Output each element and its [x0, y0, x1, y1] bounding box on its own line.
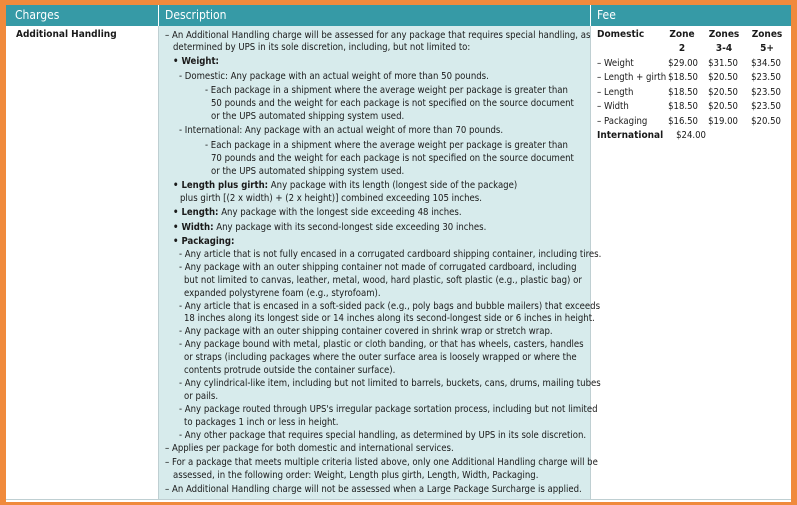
fee-row-label: – Packaging	[597, 116, 648, 127]
international-sub: 70 pounds and the weight for each package is not specified on the source document	[211, 153, 574, 164]
packaging-item: - Any article that is encased in a soft-sided pack (e.g., poly bags and bubble mailers) that exceeds	[179, 301, 601, 312]
international-sub: or the UPS automated shipping system used.	[211, 166, 405, 177]
table-header	[6, 5, 791, 26]
fee-row-label: – Length	[597, 87, 634, 98]
fee-international-label: International	[597, 130, 664, 141]
note-line: assessed, in the following order: Weight, Length plus girth, Length, Width, Packaging.	[173, 470, 539, 481]
width-text: Any package with its second-longest side exceeding 30 inches.	[213, 222, 487, 233]
fee-zone34-value: $20.50	[708, 101, 738, 112]
domestic-sub: or the UPS automated shipping system used.	[211, 111, 405, 122]
note-line: – For a package that meets multiple criteria listed above, only one Additional Handling charge will be	[165, 457, 598, 468]
intro-line: determined by UPS in its sole discretion, including, but not limited to:	[173, 42, 471, 53]
packaging-item: expanded polystyrene foam (e.g., styrofoam).	[184, 288, 381, 299]
fee-row-label: – Length + girth	[597, 72, 667, 83]
length-girth-item	[173, 180, 517, 192]
international-sub: - Each package in a shipment where the average weight per package is greater than	[205, 140, 568, 151]
fee-zone34-header: Zones	[708, 29, 740, 40]
packaging-item: contents protrude outside the container surface).	[184, 365, 396, 376]
length-girth-text: Any package with its length (longest side of the package)	[268, 180, 518, 191]
fee-domestic-label: Domestic	[597, 29, 645, 40]
fee-zone5-value: $23.50	[751, 101, 781, 112]
packaging-item: - Any package with an outer shipping container not made of corrugated cardboard, including	[179, 262, 577, 273]
packaging-item: - Any article that is not fully encased in a corrugated cardboard shipping container, including tires.	[179, 249, 602, 260]
length-heading: • Length:	[173, 207, 219, 218]
weight-heading: • Weight:	[173, 56, 219, 67]
fee-row-label: – Weight	[597, 58, 634, 69]
domestic-sub: 50 pounds and the weight for each package is not specified on the source document	[211, 98, 574, 109]
domestic-weight: - Domestic: Any package with an actual weight of more than 50 pounds.	[179, 71, 489, 82]
packaging-item: to packages 1 inch or less in height.	[184, 417, 339, 428]
fee-zone2-value: $16.50	[668, 116, 698, 127]
packaging-item: - Any package bound with metal, plastic or cloth banding, or that has wheels, casters, handles	[179, 339, 584, 350]
fee-zone5-header: Zones	[751, 29, 783, 40]
note-line: – An Additional Handling charge will not be assessed when a Large Package Surcharge is applied.	[165, 484, 582, 495]
fee-zone34-value: $20.50	[708, 72, 738, 83]
width-heading: • Width:	[173, 222, 214, 233]
fee-zone5-value: $23.50	[751, 72, 781, 83]
length-girth-text: plus girth [(2 x width) + (2 x height)] combined exceeding 105 inches.	[180, 193, 482, 204]
packaging-heading: • Packaging:	[173, 236, 235, 247]
fee-zone2-value: $29.00	[668, 58, 698, 69]
fee-zone2-value: $18.50	[668, 72, 698, 83]
packaging-item: or straps (including packages where the outer surface area is loosely wrapped or where the	[184, 352, 577, 363]
intro-line: – An Additional Handling charge will be assessed for any package that requires special handling, as	[165, 30, 591, 41]
fee-international-value: $24.00	[676, 130, 706, 141]
fee-zone5-value: $23.50	[751, 87, 781, 98]
header-description: Description	[165, 8, 227, 22]
packaging-item: but not limited to canvas, leather, metal, wood, hard plastic, soft plastic (e.g., plastic bag) or	[184, 275, 582, 286]
header-divider	[158, 5, 159, 26]
fee-zone2-header: 2	[678, 43, 686, 54]
length-girth-heading: • Length plus girth:	[173, 180, 269, 191]
fee-zone34-header: 3-4	[715, 43, 733, 54]
packaging-item: or pails.	[184, 391, 219, 402]
fee-zone5-value: $20.50	[751, 116, 781, 127]
header-fee: Fee	[597, 8, 616, 22]
fee-zone2-header: Zone	[669, 29, 695, 40]
domestic-sub: - Each package in a shipment where the average weight per package is greater than	[205, 85, 568, 96]
fee-row-label: – Width	[597, 101, 629, 112]
packaging-item: - Any other package that requires special handling, as determined by UPS in its sole discretion.	[179, 430, 587, 441]
header-divider	[590, 5, 591, 26]
note-line: – Applies per package for both domestic and international services.	[165, 443, 454, 454]
packaging-item: - Any cylindrical-like item, including but not limited to barrels, buckets, cans, drums, mailing tubes	[179, 378, 601, 389]
column-divider	[590, 26, 591, 500]
column-divider	[158, 26, 159, 500]
packaging-item: - Any package routed through UPS's irregular package sortation process, including but not limited	[179, 404, 598, 415]
charge-name: Additional Handling	[16, 29, 117, 40]
fee-zone34-value: $31.50	[708, 58, 738, 69]
length-item	[173, 207, 462, 219]
width-item	[173, 222, 486, 234]
fee-zone34-value: $19.00	[708, 116, 738, 127]
fee-zone5-value: $34.50	[751, 58, 781, 69]
packaging-item: - Any package with an outer shipping container covered in shrink wrap or stretch wrap.	[179, 326, 553, 337]
row-divider	[6, 499, 791, 500]
fee-zone34-value: $20.50	[708, 87, 738, 98]
header-charges: Charges	[15, 8, 60, 22]
fee-zone5-header: 5+	[760, 43, 774, 54]
fee-zone2-value: $18.50	[668, 87, 698, 98]
international-weight: - International: Any package with an actual weight of more than 70 pounds.	[179, 125, 504, 136]
fee-zone2-value: $18.50	[668, 101, 698, 112]
packaging-item: 18 inches along its longest side or 14 inches along its second-longest side or 6 inches in height.	[184, 313, 595, 324]
length-text: Any package with the longest side exceeding 48 inches.	[218, 207, 462, 218]
